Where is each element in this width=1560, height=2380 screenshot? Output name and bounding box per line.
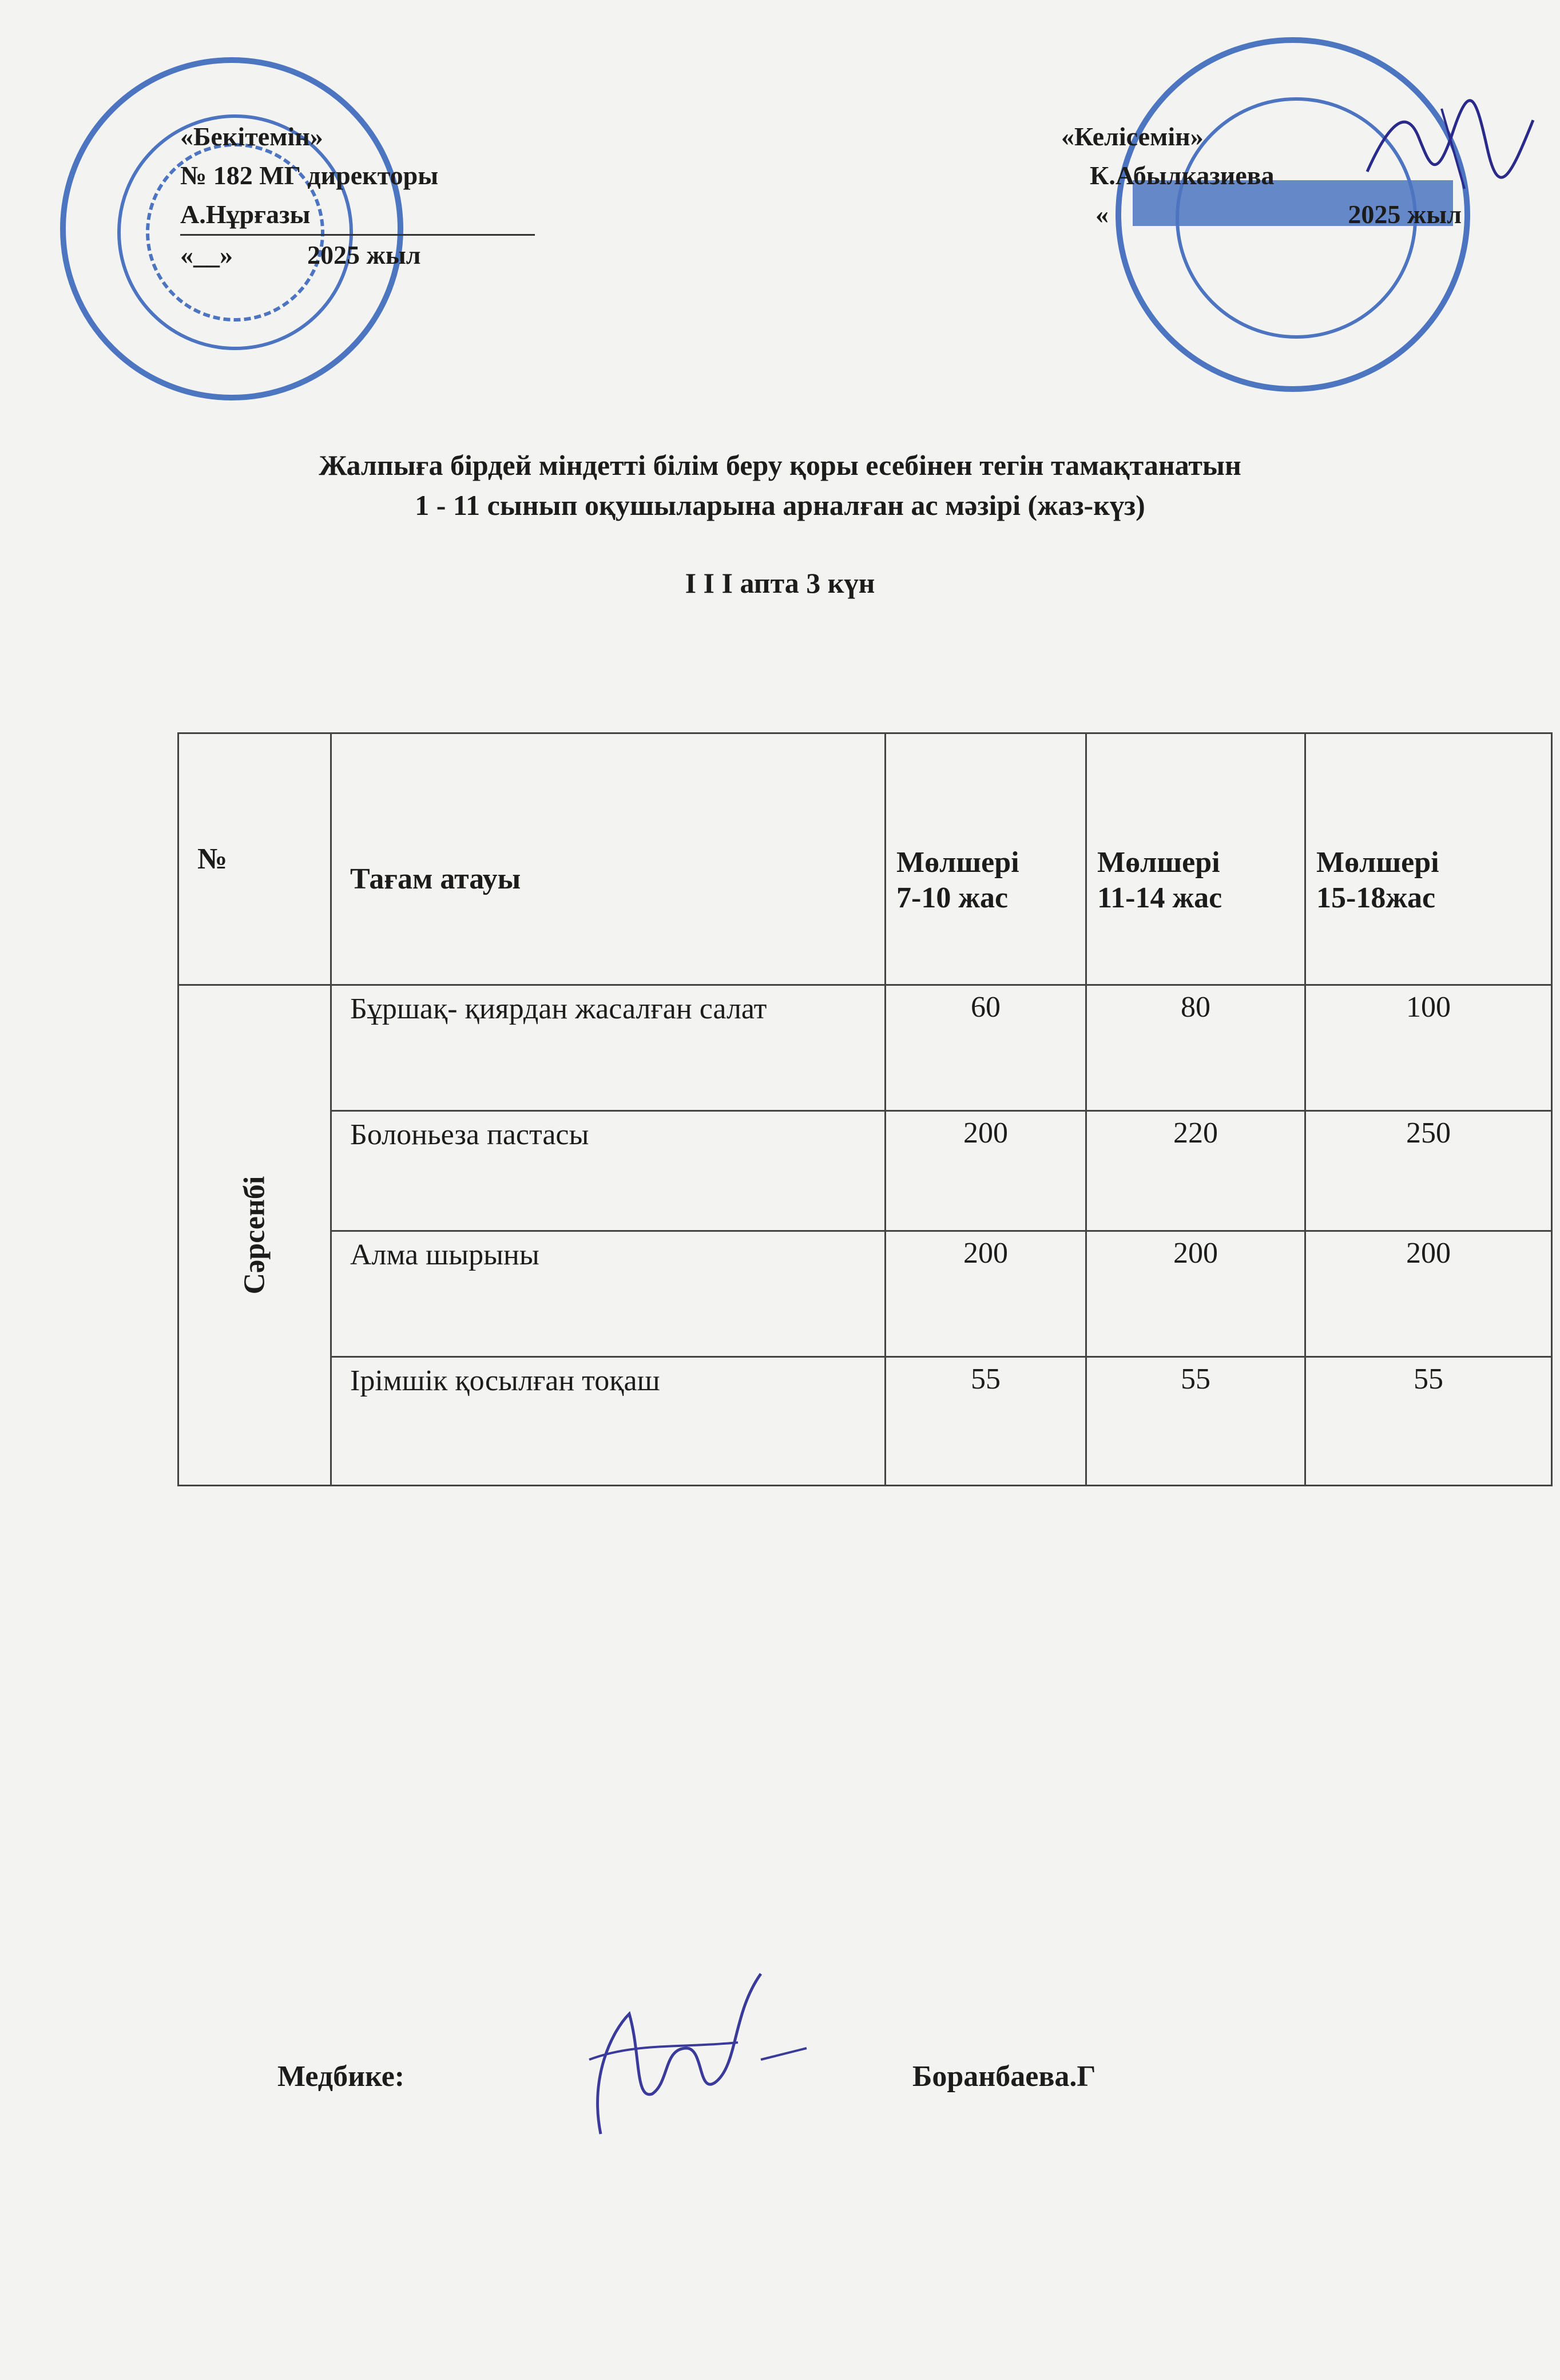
header-portion-11-14-age: 11-14 жас <box>1097 882 1222 914</box>
header-portion-7-10-age: 7-10 жас <box>896 882 1009 914</box>
portion-7-10: 60 <box>886 985 1086 1111</box>
portion-7-10: 55 <box>886 1357 1086 1486</box>
approve-right-date <box>1061 195 1462 234</box>
approve-right-heading: «Келісемін» <box>1061 122 1204 151</box>
approve-left-date-quote: «__» <box>180 240 233 269</box>
day-cell <box>178 985 331 1486</box>
menu-table <box>177 732 1553 1486</box>
approve-left-position: № 182 МГ директоры <box>180 161 439 190</box>
portion-7-10: 200 <box>886 1111 1086 1231</box>
portion-11-14: 200 <box>1086 1231 1305 1357</box>
dish-name: Болоньеза пастасы <box>331 1111 886 1231</box>
menu-title-line2: 1 - 11 сынып оқушыларына арналған ас мәзірі (жаз-күз) <box>415 489 1145 521</box>
header-number: № <box>178 733 331 985</box>
portion-11-14: 55 <box>1086 1357 1305 1486</box>
header-portion-15-18-label: Мөлшері <box>1316 846 1439 879</box>
header-dish-name: Тағам атауы <box>331 733 886 985</box>
approve-left-name: А.Нұрғазы <box>180 195 535 236</box>
week-day-label: І І І апта 3 күн <box>685 567 875 599</box>
approve-right-name: К.Абылказиева <box>1090 161 1275 190</box>
dish-name: Бұршақ- қиярдан жасалған салат <box>331 985 886 1111</box>
approve-left-date <box>180 236 581 275</box>
day-label: Сәрсенбі <box>238 1176 271 1295</box>
header-portion-7-10 <box>886 733 1086 985</box>
header-portion-11-14-label: Мөлшері <box>1097 846 1220 879</box>
approve-right-date-year: 2025 жыл <box>1348 200 1462 229</box>
approval-block-director <box>180 117 581 275</box>
table-row <box>178 1357 1552 1486</box>
portion-15-18: 55 <box>1305 1357 1552 1486</box>
portion-11-14: 80 <box>1086 985 1305 1111</box>
portion-11-14: 220 <box>1086 1111 1305 1231</box>
header-portion-15-18 <box>1305 733 1552 985</box>
table-row <box>178 1111 1552 1231</box>
portion-7-10: 200 <box>886 1231 1086 1357</box>
nurse-role-label: Медбике: <box>277 2060 405 2093</box>
table-header-row <box>178 733 1552 985</box>
nurse-name: Боранбаева.Г <box>912 2060 1096 2093</box>
dish-name: Алма шырыны <box>331 1231 886 1357</box>
table-row <box>178 985 1552 1111</box>
dish-name: Ірімшік қосылған тоқаш <box>331 1357 886 1486</box>
portion-15-18: 250 <box>1305 1111 1552 1231</box>
approve-left-heading: «Бекітемін» <box>180 122 323 151</box>
portion-15-18: 200 <box>1305 1231 1552 1357</box>
menu-title-line1: Жалпыға бірдей міндетті білім беру қоры есебінен тегін тамақтанатын <box>319 449 1241 481</box>
nurse-signature <box>566 1962 824 2151</box>
table-row <box>178 1231 1552 1357</box>
supplier-signature <box>1356 86 1545 200</box>
header-portion-7-10-label: Мөлшері <box>896 846 1019 879</box>
header-portion-15-18-age: 15-18жас <box>1316 882 1436 914</box>
approve-left-date-year: 2025 жыл <box>307 240 421 269</box>
header-portion-11-14 <box>1086 733 1305 985</box>
approve-right-date-quote: « <box>1095 200 1109 229</box>
portion-15-18: 100 <box>1305 985 1552 1111</box>
